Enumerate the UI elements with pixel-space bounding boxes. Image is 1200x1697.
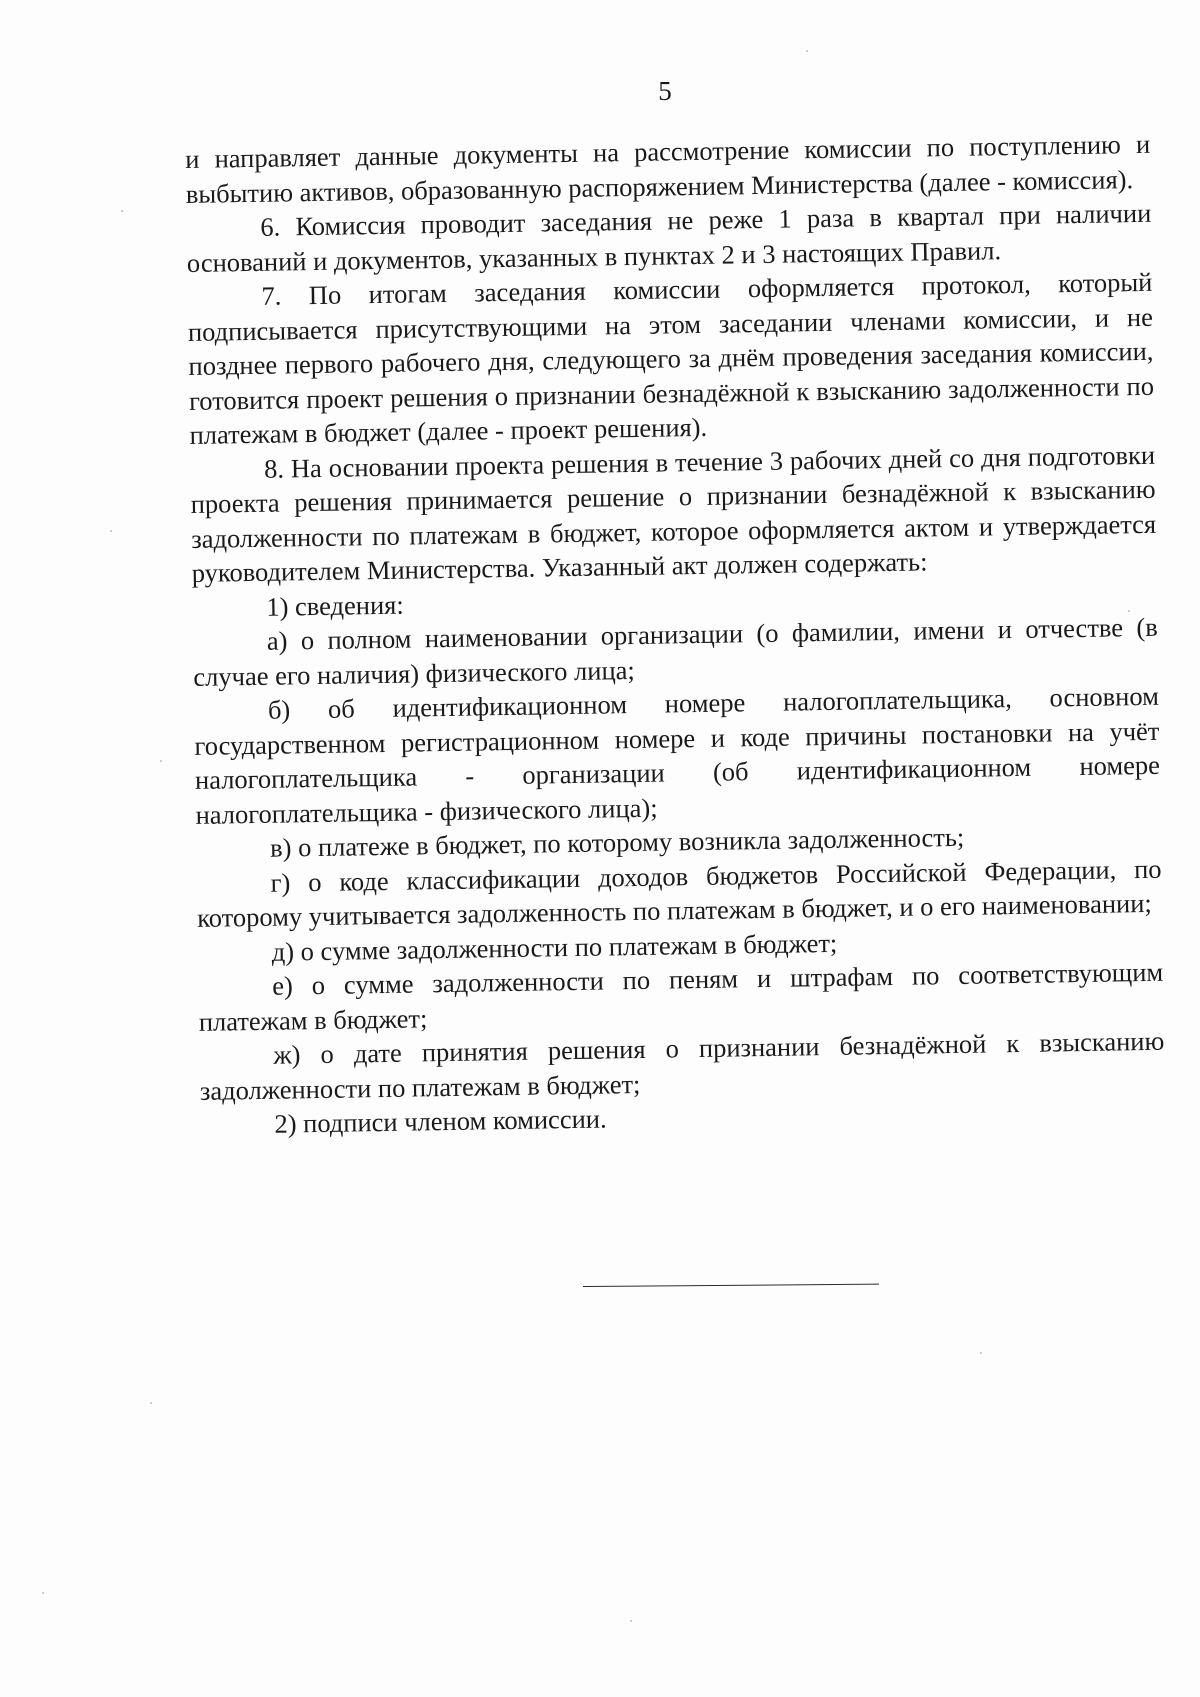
page-number: 5 (658, 76, 672, 106)
end-separator-line (583, 1284, 879, 1287)
paragraph-6: 6. Комиссия проводит заседания не реже 1 раза в квартал при наличии оснований и документов, указанных в пунктах 2 и 3 настоящих Правил. (186, 197, 1152, 278)
scan-speck (1128, 610, 1130, 612)
list-item-a: а) о полном наименовании организации (о фамилии, имени и отчестве (в случае его наличия) физического лица; (193, 611, 1158, 692)
scan-speck (160, 760, 162, 762)
list-item-v: в) о платеже в бюджет, по которому возникла задолженность; (269, 821, 965, 863)
scan-speck (980, 1352, 982, 1354)
list-item-g: г) о коде классификации доходов бюджетов Российской Федерации, по которому учитывается задолженность по платежам в бюджет, и о его наименовании; (196, 853, 1162, 933)
scan-speck (150, 1402, 152, 1404)
scan-speck (630, 1620, 632, 1622)
paragraph-8: 8. На основании проекта решения в течение 3 рабочих дней со дня подготовки проекта решения принимается решение о признании безнадёжной к взысканию задолженности по платежам в бюджет, которое оформляется актом и утверждается руководителем Министерства. Указанный акт должен содержать: (190, 439, 1157, 588)
document-body (185, 127, 1166, 1143)
list-item-b: б) об идентификационном номере налогоплательщика, основном государственном регистрационном номере и коде причины постановки на учёт налогоплательщика - организации (об идентификационном номере налогоплательщика - физического лица); (194, 680, 1161, 830)
list-item-1-info: 1) сведения: (266, 589, 404, 622)
paragraph-continuation: и направляет данные документы на рассмотрение комиссии по поступлению и выбытию активов, образованную распоряжением Министерства (далее - комиссия). (185, 128, 1151, 209)
paragraph-7: 7. По итогам заседания комиссии оформляется протокол, который подписывается присутствующими на этом заседании членами комиссии, и не позднее первого рабочего дня, следующего за днём проведения заседания комиссии, готовится проект решения о признании безнадёжной к взысканию задолженности по платежам в бюджет (далее - проект решения). (187, 266, 1155, 450)
scan-speck (42, 1592, 44, 1594)
scan-speck (110, 530, 112, 532)
scan-speck (121, 210, 123, 212)
list-item-zh: ж) о дате принятия решения о признании безнадёжной к взысканию задолженности по платежам в бюджет; (199, 1025, 1165, 1106)
list-item-e: е) о сумме задолженности по пеням и штрафам по соответствующим платежам в бюджет; (198, 956, 1164, 1037)
scan-speck (806, 50, 808, 52)
list-item-d: д) о сумме задолженности по платежам в бюджет; (271, 927, 838, 967)
list-item-2-signatures: 2) подписи членом комиссии. (274, 1103, 607, 1139)
